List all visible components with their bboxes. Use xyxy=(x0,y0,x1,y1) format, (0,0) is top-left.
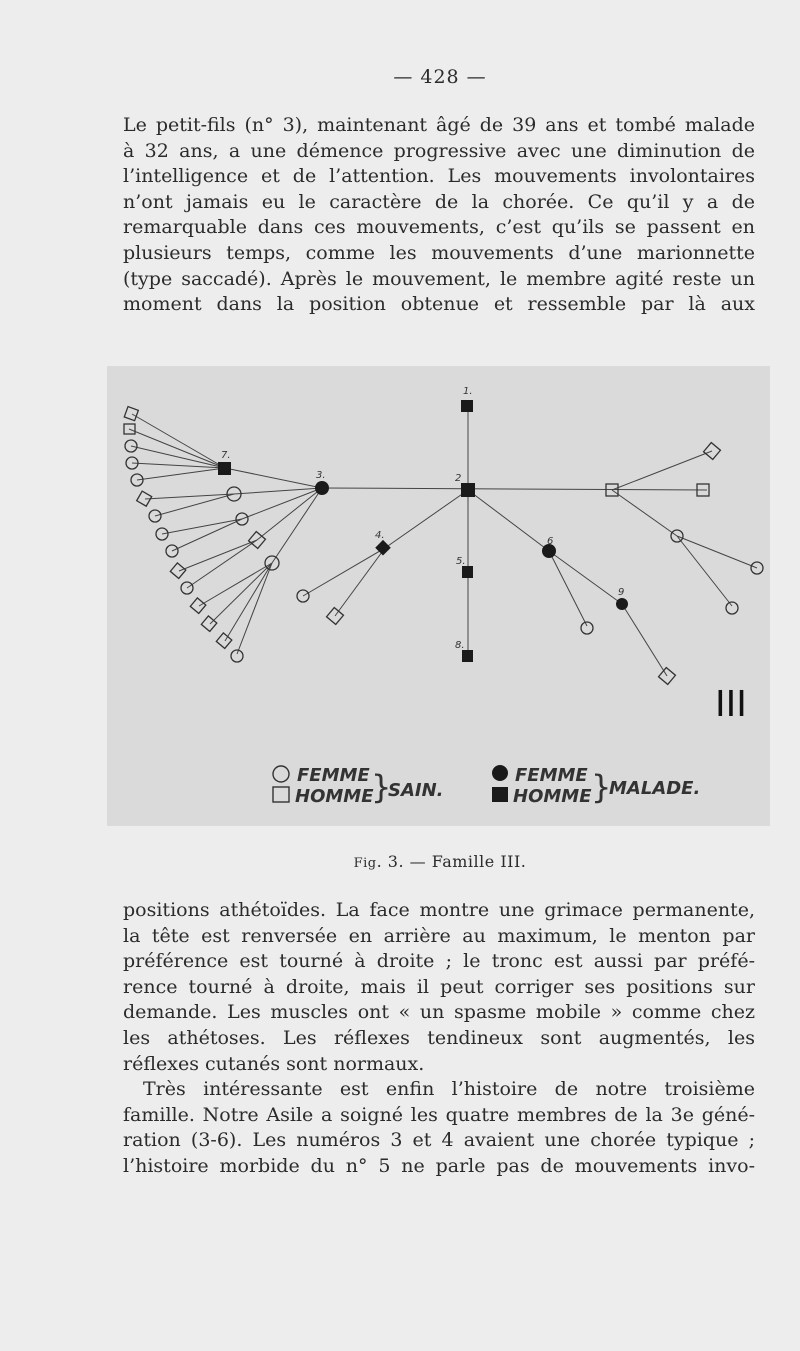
text-line: (type saccadé). Après le mouvement, le membre agité reste un xyxy=(123,267,755,290)
pedigree-node-9 xyxy=(616,598,628,610)
svg-text:}: } xyxy=(371,768,392,806)
text-line: les athétoses. Les réflexes tendineux sont augmentés, les xyxy=(123,1026,755,1049)
node-number: 2 xyxy=(455,473,462,484)
text-line: Très intéressante est enfin l’histoire de notre troisième xyxy=(143,1078,755,1101)
generation-label: III xyxy=(715,684,747,725)
pedigree-node-8 xyxy=(462,650,473,662)
node-number: 9 xyxy=(618,587,625,598)
text-line: rence tourné à droite, mais il peut corriger ses positions sur xyxy=(123,975,755,998)
pedigree-figure xyxy=(107,366,770,826)
page-number: — 428 — xyxy=(393,66,487,88)
legend-ill: MALADE. xyxy=(609,778,701,799)
text-line: moment dans la position obtenue et ressemble par là aux xyxy=(123,293,755,316)
text-line: plusieurs temps, comme les mouvements d’une marionnette xyxy=(123,241,755,264)
legend-female-ill: FEMME xyxy=(515,765,588,786)
node-number: 8. xyxy=(455,640,465,651)
legend-male-ill: HOMME xyxy=(513,786,592,807)
text-line: à 32 ans, a une démence progressive avec une diminution de xyxy=(123,139,755,162)
pedigree-chart xyxy=(107,366,770,826)
text-line: remarquable dans ces mouvements, c’est qu’ils se passent en xyxy=(123,216,755,239)
figure-caption xyxy=(0,852,800,871)
svg-text:}: } xyxy=(591,768,612,806)
caption-text: . 3. — Famille III. xyxy=(376,852,527,871)
pedigree-node-5 xyxy=(462,566,473,578)
text-line: ration (3-6). Les numéros 3 et 4 avaient une chorée typique ; xyxy=(123,1129,755,1152)
text-line: réflexes cutanés sont normaux. xyxy=(123,1052,425,1075)
text-line: positions athétoïdes. La face montre une grimace permanente, xyxy=(123,899,755,921)
node-number: 1. xyxy=(463,386,473,397)
pedigree-node-3 xyxy=(315,481,329,495)
node-number: 3. xyxy=(316,470,326,481)
pedigree-node-1 xyxy=(461,400,473,412)
caption-prefix: Fig xyxy=(353,856,377,871)
pedigree-node-7 xyxy=(218,462,231,475)
legend-male-healthy: HOMME xyxy=(295,786,374,807)
text-line: l’intelligence et de l’attention. Les mouvements involontaires xyxy=(123,165,755,188)
paragraph-top xyxy=(123,113,755,318)
text-line: Le petit-fils (n° 3), maintenant âgé de 39 ans et tombé malade xyxy=(123,114,755,136)
pedigree-node-4 xyxy=(375,540,391,556)
legend-female-healthy: FEMME xyxy=(297,765,370,786)
pedigree-node-2 xyxy=(461,483,475,497)
text-line: demande. Les muscles ont « un spasme mobile » comme chez xyxy=(123,1001,755,1024)
paragraph-bottom xyxy=(123,898,755,1180)
text-line: n’ont jamais eu le caractère de la chorée. Ce qu’il y a de xyxy=(123,190,755,213)
node-number: 6 xyxy=(547,536,554,547)
text-line: famille. Notre Asile a soigné les quatre membres de la 3e géné- xyxy=(123,1103,755,1126)
node-number: 7. xyxy=(221,450,231,461)
text-line: préférence est tourné à droite ; le tronc est aussi par préfé- xyxy=(123,950,755,973)
node-number: 4. xyxy=(375,530,385,541)
text-line: l’histoire morbide du n° 5 ne parle pas de mouvements invo- xyxy=(123,1154,755,1177)
legend xyxy=(273,765,700,807)
text-line: la tête est renversée en arrière au maximum, le menton par xyxy=(123,924,755,947)
node-number: 5. xyxy=(456,556,466,567)
legend-healthy: SAIN. xyxy=(388,780,444,801)
